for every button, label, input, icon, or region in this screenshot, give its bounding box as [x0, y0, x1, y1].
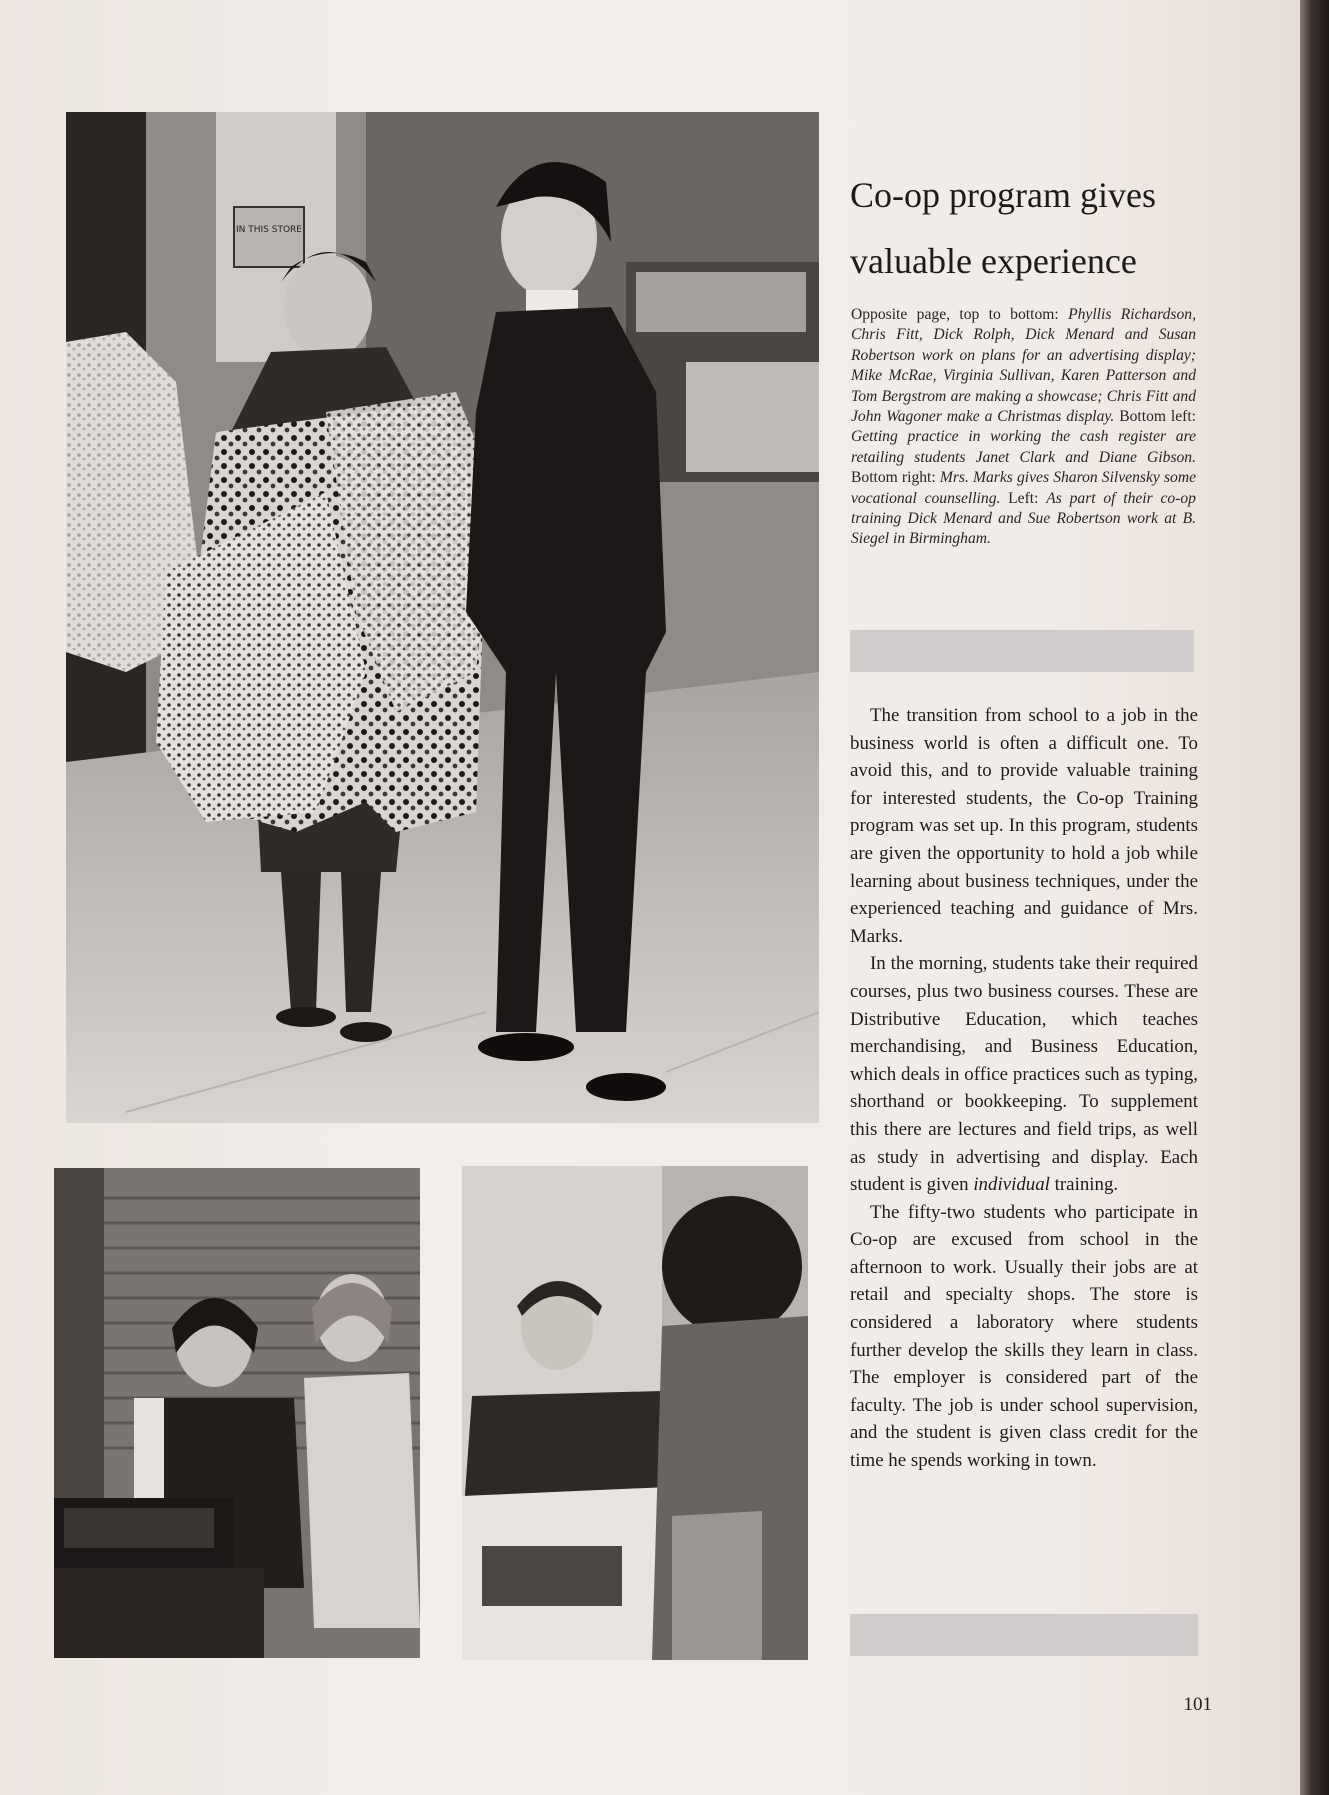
- article-body: [850, 702, 1198, 1475]
- photo-co-op-store-image: [66, 112, 819, 1123]
- caption-text-3: Bottom left:: [1114, 408, 1196, 426]
- photo-cash-register-image: [54, 1168, 420, 1658]
- caption-text-6: Mrs. Marks gives Sharon Silvensky some vocational counselling.: [851, 469, 1197, 507]
- photo-cash-register: [54, 1168, 420, 1658]
- caption-text-4: Getting practice in working the cash register are retailing students Janet Clark and Diane Gibson.: [851, 428, 1196, 466]
- caption-text-5: Bottom right:: [851, 469, 940, 487]
- photo-counselling-image: [462, 1166, 808, 1660]
- article-paragraph: The fifty-two students who participate in Co-op are excused from school in the afternoon to work. Usually their jobs are at retail and specialty shops. The store is considered a laboratory where students further develop the skills they learn in class. The employer is considered part of the faculty. The job is under school supervision, and the student is given class credit for the time he spends working in town.: [850, 1201, 1198, 1472]
- article-text: training.: [1049, 1174, 1119, 1196]
- article-text: In the morning, students take their required courses, plus two business courses. These are Distributive Education, which teaches merchandising, and Business Education, which deals in office practices such as typing, shorthand or bookkeeping. To supplement this there are lectures and field trips, as well as study in advertising and display. Each student is given: [850, 953, 1198, 1196]
- decorative-bar-top: [850, 630, 1194, 672]
- photo-caption: [851, 305, 1196, 550]
- caption-text-7: Left:: [1000, 489, 1047, 507]
- caption-text-1: Opposite page, top to bottom:: [851, 306, 1069, 323]
- page-title: Co-op program gives valuable experience: [850, 175, 1156, 281]
- page-edge-shadow: [1300, 0, 1329, 1795]
- photo-counselling: [462, 1166, 808, 1660]
- store-sign-text: IN THIS STORE: [236, 225, 302, 235]
- photo-co-op-store: [66, 112, 819, 1123]
- article-text-emphasis: individual: [973, 1174, 1050, 1196]
- store-sign: [234, 207, 304, 267]
- article-paragraph: [850, 950, 1198, 1198]
- decorative-bar-bottom: [850, 1614, 1198, 1656]
- page-number: 101: [1183, 1694, 1212, 1715]
- caption-text-8: As part of their co-op training Dick Menard and Sue Robertson work at B. Siegel in Birmingham.: [851, 489, 1196, 548]
- caption-text-2: Phyllis Richardson, Chris Fitt, Dick Rolph, Dick Menard and Susan Robertson work on plans for an advertising display; Mike McRae, Virginia Sullivan, Karen Patterson and Tom Bergstrom are making a showcase; Chris Fitt and John Wagoner make a Christmas display.: [851, 306, 1196, 426]
- article-paragraph: The transition from school to a job in the business world is often a difficult one. To avoid this, and to provide valuable training for interested students, the Co-op Training program was set up. In this program, students are given the opportunity to hold a job while learning about business techniques, under the experienced teaching and guidance of Mrs. Marks.: [850, 705, 1198, 947]
